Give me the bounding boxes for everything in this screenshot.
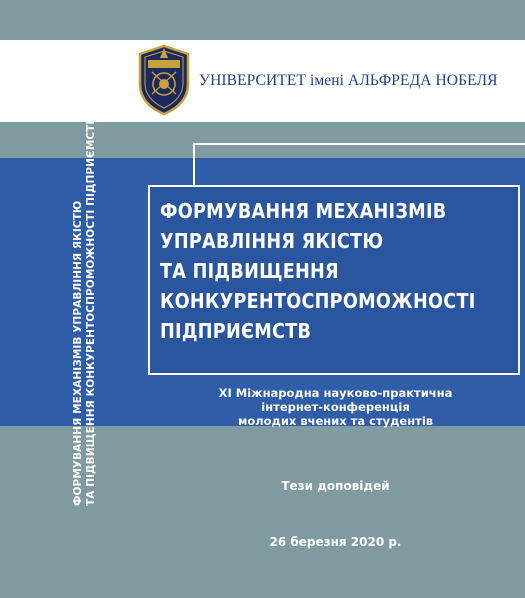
spine-text <box>72 116 98 506</box>
spine-line: ФОРМУВАННЯ МЕХАНІЗМІВ УПРАВЛІННЯ ЯКІСТЮ <box>72 200 84 506</box>
conference-description <box>193 386 478 428</box>
university-crest-icon <box>136 44 192 116</box>
conference-line: молодих вчених та студентів <box>237 414 434 428</box>
conference-line: інтернет-конференція <box>261 400 410 414</box>
title-line: УПРАВЛІННЯ ЯКІСТЮ <box>160 229 384 253</box>
conference-date: 26 березня 2020 р. <box>269 535 402 549</box>
conference-line: XI Міжнародна науково-практична <box>218 386 453 400</box>
title-line: КОНКУРЕНТОСПРОМОЖНОСТІ <box>160 289 476 313</box>
title-line: ТА ПІДВИЩЕННЯ <box>160 259 339 283</box>
university-name: УНІВЕРСИТЕТ імені АЛЬФРЕДА НОБЕЛЯ <box>199 72 498 89</box>
title-line: ПІДПРИЄМСТВ <box>160 319 312 343</box>
spine-line: ТА ПІДВИЩЕННЯ КОНКУРЕНТОСПРОМОЖНОСТІ ПІДПРИЄМСТВ <box>85 116 97 506</box>
book-title <box>160 196 476 346</box>
top-gray-band <box>0 0 525 40</box>
publication-type: Тези доповідей <box>281 479 390 493</box>
title-line: ФОРМУВАННЯ МЕХАНІЗМІВ <box>160 199 447 223</box>
